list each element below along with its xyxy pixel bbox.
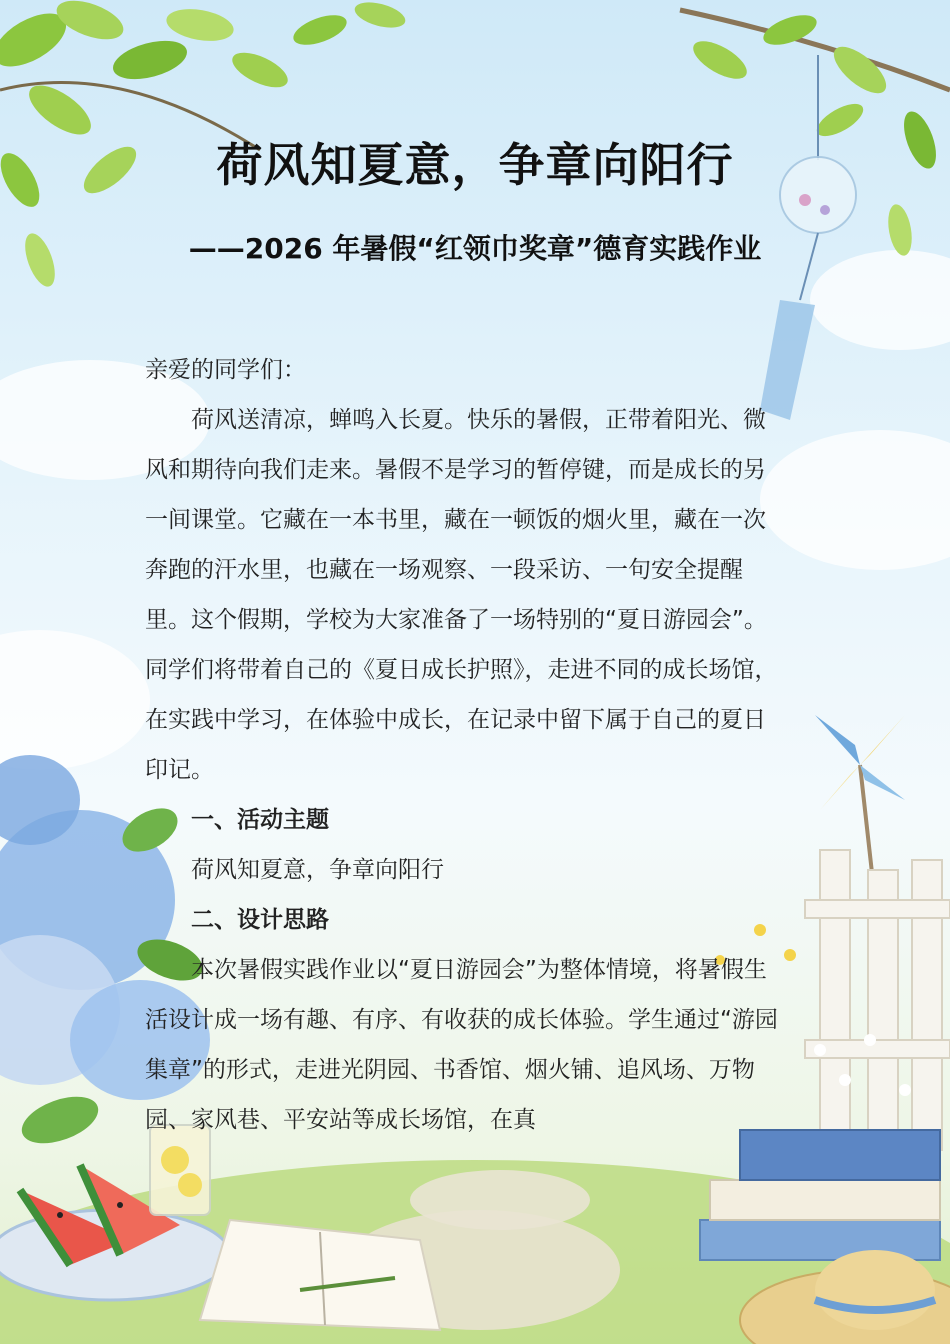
page-subtitle: ——2026 年暑假“红领巾奖章”德育实践作业	[188, 232, 762, 265]
section-heading-theme: 一、活动主题	[191, 807, 329, 833]
section-text-design: 本次暑假实践作业以“夏日游园会”为整体情境，将暑假生活设计成一场有趣、有序、有收获的成长体验。学生通过“游园集章”的形式，走进光阴园、书香馆、烟火铺、追风场、万物园、家风巷、平安站等成长场馆，在真	[145, 957, 778, 1133]
greeting-text: 亲爱的同学们：	[145, 357, 306, 383]
section-heading-design: 二、设计思路	[191, 907, 329, 933]
letter-body	[145, 345, 785, 1145]
section-text-theme: 荷风知夏意，争章向阳行	[191, 857, 444, 883]
intro-paragraph: 荷风送清凉，蝉鸣入长夏。快乐的暑假，正带着阳光、微风和期待向我们走来。暑假不是学习的暂停键，而是成长的另一间课堂。它藏在一本书里，藏在一顿饭的烟火里，藏在一次奔跑的汗水里，也藏在一场观察、一段采访、一句安全提醒里。这个假期，学校为大家准备了一场特别的“夏日游园会”。同学们将带着自己的《夏日成长护照》，走进不同的成长场馆，在实践中学习，在体验中成长，在记录中留下属于自己的夏日印记。	[145, 407, 778, 783]
page-title: 荷风知夏意，争章向阳行	[216, 138, 734, 192]
